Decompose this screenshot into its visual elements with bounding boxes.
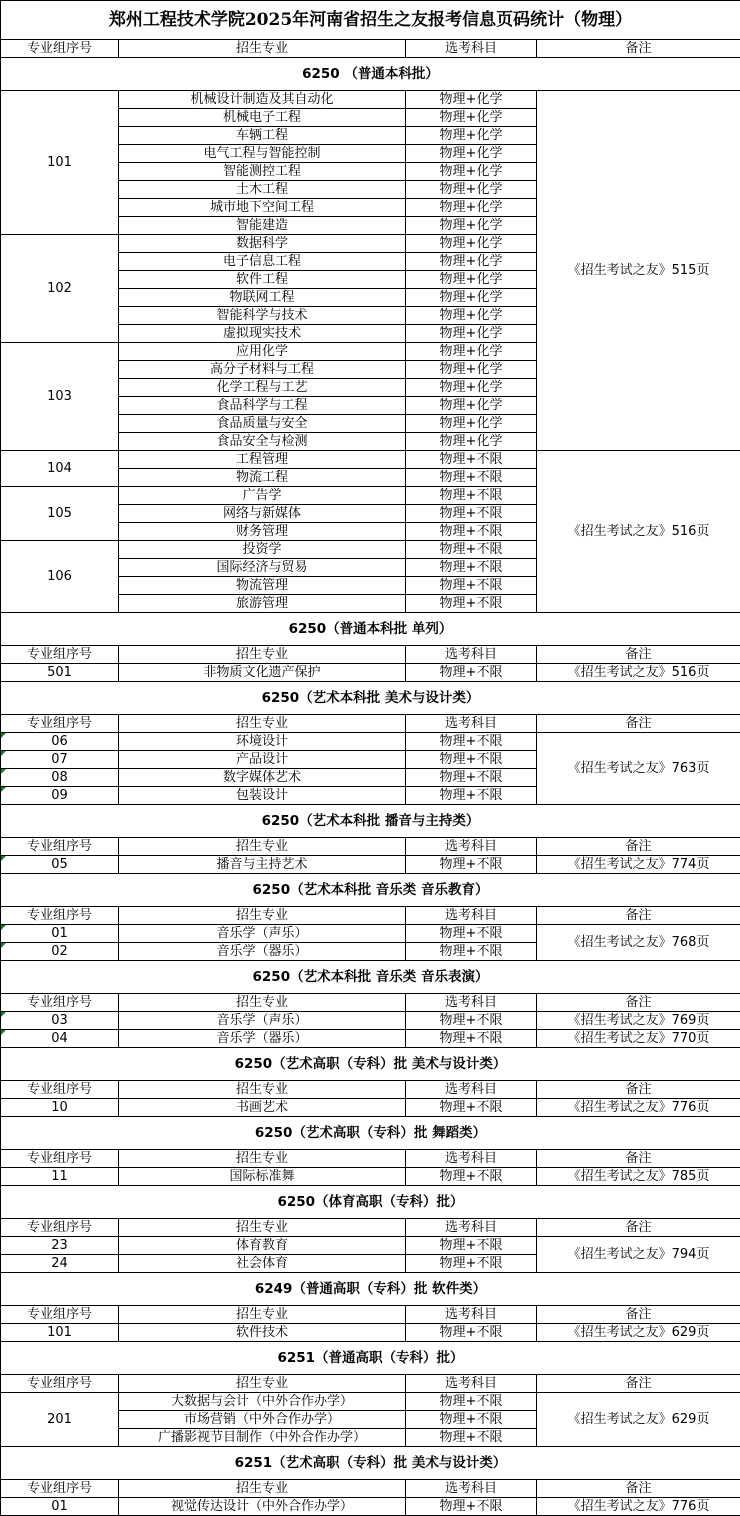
subject-cell: 物理+不限 <box>406 769 537 787</box>
header-subject: 选考科目 <box>406 715 537 733</box>
major-cell: 虚拟现实技术 <box>119 325 406 343</box>
table-row <box>1 1012 740 1030</box>
header-major: 招生专业 <box>119 1081 406 1099</box>
subject-cell: 物理+不限 <box>406 1099 537 1117</box>
table-row <box>1 1237 740 1255</box>
note-cell: 《招生考试之友》769页 <box>537 1012 740 1030</box>
section-heading-row <box>1 613 740 646</box>
subject-cell: 物理+化学 <box>406 325 537 343</box>
subject-cell: 物理+不限 <box>406 1012 537 1030</box>
subject-cell: 物理+不限 <box>406 595 537 613</box>
note-cell: 《招生考试之友》776页 <box>537 1498 740 1516</box>
note-cell: 《招生考试之友》768页 <box>537 925 740 961</box>
header-subject: 选考科目 <box>406 1081 537 1099</box>
group-number-cell: 103 <box>1 343 119 451</box>
header-major: 招生专业 <box>119 646 406 664</box>
header-major: 招生专业 <box>119 1306 406 1324</box>
subject-cell: 物理+化学 <box>406 307 537 325</box>
header-group: 专业组序号 <box>1 994 119 1012</box>
group-number-cell: 08 <box>1 769 119 787</box>
header-group: 专业组序号 <box>1 838 119 856</box>
table-row <box>1 91 740 109</box>
subject-cell: 物理+不限 <box>406 1498 537 1516</box>
table-row <box>1 1099 740 1117</box>
header-note: 备注 <box>537 40 740 58</box>
header-group: 专业组序号 <box>1 1306 119 1324</box>
header-row <box>1 1480 740 1498</box>
note-cell: 《招生考试之友》516页 <box>537 451 740 613</box>
header-note: 备注 <box>537 907 740 925</box>
major-cell: 机械设计制造及其自动化 <box>119 91 406 109</box>
major-cell: 大数据与会计（中外合作办学） <box>119 1393 406 1411</box>
header-row <box>1 838 740 856</box>
major-cell: 视觉传达设计（中外合作办学） <box>119 1498 406 1516</box>
section-heading: 6250（艺术高职（专科）批 舞蹈类） <box>1 1117 740 1150</box>
section-heading: 6249（普通高职（专科）批 软件类） <box>1 1273 740 1306</box>
header-note: 备注 <box>537 1375 740 1393</box>
major-cell: 广告学 <box>119 487 406 505</box>
section-heading-row <box>1 874 740 907</box>
note-cell: 《招生考试之友》785页 <box>537 1168 740 1186</box>
group-number-cell: 106 <box>1 541 119 613</box>
subject-cell: 物理+化学 <box>406 91 537 109</box>
header-subject: 选考科目 <box>406 907 537 925</box>
major-cell: 国际经济与贸易 <box>119 559 406 577</box>
subject-cell: 物理+化学 <box>406 127 537 145</box>
major-cell: 包装设计 <box>119 787 406 805</box>
header-group: 专业组序号 <box>1 40 119 58</box>
subject-cell: 物理+化学 <box>406 379 537 397</box>
header-subject: 选考科目 <box>406 40 537 58</box>
header-note: 备注 <box>537 838 740 856</box>
major-cell: 智能测控工程 <box>119 163 406 181</box>
group-number-cell: 102 <box>1 235 119 343</box>
section-heading: 6250（艺术本科批 美术与设计类） <box>1 682 740 715</box>
subject-cell: 物理+化学 <box>406 343 537 361</box>
note-cell: 《招生考试之友》770页 <box>537 1030 740 1048</box>
header-group: 专业组序号 <box>1 907 119 925</box>
subject-cell: 物理+不限 <box>406 1393 537 1411</box>
group-number-cell: 23 <box>1 1237 119 1255</box>
major-cell: 食品安全与检测 <box>119 433 406 451</box>
major-cell: 智能建造 <box>119 217 406 235</box>
section-heading: 6250（艺术本科批 音乐类 音乐表演） <box>1 961 740 994</box>
group-number-cell: 501 <box>1 664 119 682</box>
group-number-cell: 04 <box>1 1030 119 1048</box>
section-heading: 6250（体育高职（专科）批） <box>1 1186 740 1219</box>
header-row <box>1 907 740 925</box>
header-group: 专业组序号 <box>1 1480 119 1498</box>
major-cell: 书画艺术 <box>119 1099 406 1117</box>
subject-cell: 物理+不限 <box>406 1030 537 1048</box>
subject-cell: 物理+不限 <box>406 1411 537 1429</box>
major-cell: 网络与新媒体 <box>119 505 406 523</box>
section-heading-row <box>1 58 740 91</box>
header-note: 备注 <box>537 1306 740 1324</box>
section-heading-row <box>1 1342 740 1375</box>
subject-cell: 物理+不限 <box>406 1237 537 1255</box>
note-cell: 《招生考试之友》776页 <box>537 1099 740 1117</box>
subject-cell: 物理+化学 <box>406 433 537 451</box>
header-row <box>1 1375 740 1393</box>
major-cell: 广播影视节目制作（中外合作办学） <box>119 1429 406 1447</box>
major-cell: 工程管理 <box>119 451 406 469</box>
subject-cell: 物理+化学 <box>406 397 537 415</box>
subject-cell: 物理+不限 <box>406 505 537 523</box>
major-cell: 音乐学（器乐） <box>119 1030 406 1048</box>
section-heading-row <box>1 1117 740 1150</box>
major-cell: 国际标准舞 <box>119 1168 406 1186</box>
subject-cell: 物理+不限 <box>406 577 537 595</box>
group-number-cell: 05 <box>1 856 119 874</box>
subject-cell: 物理+不限 <box>406 1168 537 1186</box>
table-row <box>1 1393 740 1411</box>
major-cell: 环境设计 <box>119 733 406 751</box>
header-note: 备注 <box>537 1081 740 1099</box>
subject-cell: 物理+不限 <box>406 751 537 769</box>
note-cell: 《招生考试之友》515页 <box>537 91 740 451</box>
subject-cell: 物理+化学 <box>406 253 537 271</box>
header-row <box>1 646 740 664</box>
header-row <box>1 715 740 733</box>
table-row <box>1 925 740 943</box>
major-cell: 音乐学（声乐） <box>119 1012 406 1030</box>
header-subject: 选考科目 <box>406 1306 537 1324</box>
subject-cell: 物理+不限 <box>406 523 537 541</box>
major-cell: 非物质文化遗产保护 <box>119 664 406 682</box>
header-group: 专业组序号 <box>1 646 119 664</box>
subject-cell: 物理+不限 <box>406 559 537 577</box>
subject-cell: 物理+化学 <box>406 145 537 163</box>
note-cell: 《招生考试之友》763页 <box>537 733 740 805</box>
major-cell: 音乐学（器乐） <box>119 943 406 961</box>
group-number-cell: 07 <box>1 751 119 769</box>
major-cell: 化学工程与工艺 <box>119 379 406 397</box>
note-cell: 《招生考试之友》774页 <box>537 856 740 874</box>
group-number-cell: 24 <box>1 1255 119 1273</box>
group-number-cell: 11 <box>1 1168 119 1186</box>
subject-cell: 物理+化学 <box>406 415 537 433</box>
major-cell: 车辆工程 <box>119 127 406 145</box>
header-note: 备注 <box>537 1219 740 1237</box>
header-row <box>1 1150 740 1168</box>
major-cell: 数据科学 <box>119 235 406 253</box>
section-heading-row <box>1 1186 740 1219</box>
subject-cell: 物理+化学 <box>406 217 537 235</box>
section-heading: 6250（艺术本科批 播音与主持类） <box>1 805 740 838</box>
group-number-cell: 101 <box>1 91 119 235</box>
section-heading-row <box>1 1048 740 1081</box>
major-cell: 智能科学与技术 <box>119 307 406 325</box>
major-cell: 应用化学 <box>119 343 406 361</box>
subject-cell: 物理+不限 <box>406 664 537 682</box>
table-row <box>1 1030 740 1048</box>
header-subject: 选考科目 <box>406 1375 537 1393</box>
subject-cell: 物理+不限 <box>406 541 537 559</box>
subject-cell: 物理+化学 <box>406 289 537 307</box>
group-number-cell: 105 <box>1 487 119 541</box>
major-cell: 数字媒体艺术 <box>119 769 406 787</box>
header-note: 备注 <box>537 994 740 1012</box>
section-heading-row <box>1 1447 740 1480</box>
header-major: 招生专业 <box>119 1150 406 1168</box>
table-row <box>1 856 740 874</box>
group-number-cell: 104 <box>1 451 119 487</box>
major-cell: 城市地下空间工程 <box>119 199 406 217</box>
header-note: 备注 <box>537 1150 740 1168</box>
subject-cell: 物理+不限 <box>406 1324 537 1342</box>
subject-cell: 物理+不限 <box>406 451 537 469</box>
major-cell: 食品质量与安全 <box>119 415 406 433</box>
major-cell: 机械电子工程 <box>119 109 406 127</box>
page-title: 郑州工程技术学院2025年河南省招生之友报考信息页码统计（物理） <box>1 1 740 40</box>
table-row <box>1 451 740 469</box>
group-number-cell: 06 <box>1 733 119 751</box>
section-heading-row <box>1 682 740 715</box>
major-cell: 物流工程 <box>119 469 406 487</box>
section-heading-row <box>1 1273 740 1306</box>
major-cell: 音乐学（声乐） <box>119 925 406 943</box>
note-cell: 《招生考试之友》516页 <box>537 664 740 682</box>
header-row <box>1 1219 740 1237</box>
major-cell: 市场营销（中外合作办学） <box>119 1411 406 1429</box>
header-subject: 选考科目 <box>406 838 537 856</box>
header-note: 备注 <box>537 1480 740 1498</box>
subject-cell: 物理+化学 <box>406 361 537 379</box>
table-row <box>1 1324 740 1342</box>
table-row <box>1 1498 740 1516</box>
major-cell: 土木工程 <box>119 181 406 199</box>
major-cell: 电子信息工程 <box>119 253 406 271</box>
table-row <box>1 733 740 751</box>
header-group: 专业组序号 <box>1 715 119 733</box>
table-row <box>1 664 740 682</box>
major-cell: 物流管理 <box>119 577 406 595</box>
header-subject: 选考科目 <box>406 994 537 1012</box>
subject-cell: 物理+化学 <box>406 199 537 217</box>
section-heading: 6250（艺术高职（专科）批 美术与设计类） <box>1 1048 740 1081</box>
header-major: 招生专业 <box>119 40 406 58</box>
major-cell: 财务管理 <box>119 523 406 541</box>
major-cell: 投资学 <box>119 541 406 559</box>
title-row <box>1 1 740 40</box>
header-group: 专业组序号 <box>1 1150 119 1168</box>
header-major: 招生专业 <box>119 994 406 1012</box>
group-number-cell: 02 <box>1 943 119 961</box>
header-note: 备注 <box>537 715 740 733</box>
subject-cell: 物理+化学 <box>406 163 537 181</box>
subject-cell: 物理+不限 <box>406 856 537 874</box>
header-row <box>1 994 740 1012</box>
header-group: 专业组序号 <box>1 1375 119 1393</box>
header-major: 招生专业 <box>119 715 406 733</box>
major-cell: 软件工程 <box>119 271 406 289</box>
note-cell: 《招生考试之友》629页 <box>537 1324 740 1342</box>
group-number-cell: 09 <box>1 787 119 805</box>
major-cell: 体育教育 <box>119 1237 406 1255</box>
subject-cell: 物理+化学 <box>406 109 537 127</box>
header-major: 招生专业 <box>119 838 406 856</box>
section-heading: 6250（艺术本科批 音乐类 音乐教育） <box>1 874 740 907</box>
major-cell: 高分子材料与工程 <box>119 361 406 379</box>
subject-cell: 物理+不限 <box>406 733 537 751</box>
subject-cell: 物理+化学 <box>406 271 537 289</box>
header-note: 备注 <box>537 646 740 664</box>
group-number-cell: 03 <box>1 1012 119 1030</box>
header-major: 招生专业 <box>119 907 406 925</box>
major-cell: 产品设计 <box>119 751 406 769</box>
section-heading: 6250（普通本科批 单列） <box>1 613 740 646</box>
major-cell: 食品科学与工程 <box>119 397 406 415</box>
subject-cell: 物理+不限 <box>406 925 537 943</box>
major-cell: 社会体育 <box>119 1255 406 1273</box>
section-heading: 6251（普通高职（专科）批） <box>1 1342 740 1375</box>
group-number-cell: 101 <box>1 1324 119 1342</box>
subject-cell: 物理+不限 <box>406 487 537 505</box>
note-cell: 《招生考试之友》794页 <box>537 1237 740 1273</box>
header-row <box>1 1306 740 1324</box>
major-cell: 软件技术 <box>119 1324 406 1342</box>
header-group: 专业组序号 <box>1 1219 119 1237</box>
header-major: 招生专业 <box>119 1480 406 1498</box>
subject-cell: 物理+不限 <box>406 469 537 487</box>
header-subject: 选考科目 <box>406 1219 537 1237</box>
section-heading: 6251（艺术高职（专科）批 美术与设计类） <box>1 1447 740 1480</box>
section-heading-row <box>1 805 740 838</box>
note-cell: 《招生考试之友》629页 <box>537 1393 740 1447</box>
major-cell: 电气工程与智能控制 <box>119 145 406 163</box>
admission-table-body <box>1 1 740 1516</box>
header-subject: 选考科目 <box>406 1480 537 1498</box>
table-row <box>1 1168 740 1186</box>
header-major: 招生专业 <box>119 1219 406 1237</box>
group-number-cell: 01 <box>1 925 119 943</box>
header-row <box>1 40 740 58</box>
group-number-cell: 201 <box>1 1393 119 1447</box>
header-group: 专业组序号 <box>1 1081 119 1099</box>
header-major: 招生专业 <box>119 1375 406 1393</box>
major-cell: 旅游管理 <box>119 595 406 613</box>
subject-cell: 物理+不限 <box>406 943 537 961</box>
major-cell: 物联网工程 <box>119 289 406 307</box>
header-subject: 选考科目 <box>406 1150 537 1168</box>
major-cell: 播音与主持艺术 <box>119 856 406 874</box>
subject-cell: 物理+不限 <box>406 787 537 805</box>
subject-cell: 物理+化学 <box>406 181 537 199</box>
subject-cell: 物理+化学 <box>406 235 537 253</box>
header-row <box>1 1081 740 1099</box>
group-number-cell: 01 <box>1 1498 119 1516</box>
group-number-cell: 10 <box>1 1099 119 1117</box>
section-heading: 6250 （普通本科批） <box>1 58 740 91</box>
header-subject: 选考科目 <box>406 646 537 664</box>
subject-cell: 物理+不限 <box>406 1255 537 1273</box>
subject-cell: 物理+不限 <box>406 1429 537 1447</box>
section-heading-row <box>1 961 740 994</box>
